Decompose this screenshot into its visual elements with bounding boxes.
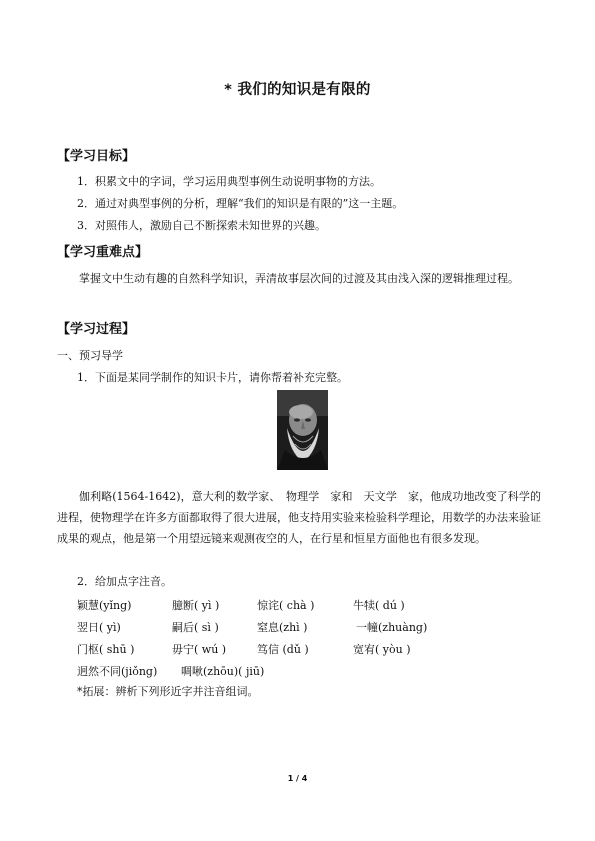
pinyin-item: 嗣后( sì ) [172,621,219,634]
pinyin-item: 翌日( yì) [77,621,121,634]
goal-item-1: 1．积累文中的字词，学习运用典型事例生动说明事物的方法。 [77,175,381,188]
extension-note: *拓展：辨析下列形近字并注音组词。 [77,685,259,698]
goal-item-3: 3．对照伟人，激励自己不断探索未知世界的兴趣。 [77,219,326,232]
goals-heading: 【学习目标】 [57,149,136,164]
pinyin-item: 颖慧(yǐng) [77,599,132,612]
galileo-portrait [277,390,328,470]
pinyin-item: 啁啾(zhōu)( jiū) [181,665,265,678]
pinyin-item: 惊诧( chà ) [257,599,315,612]
pinyin-item: 笃信 (dǔ ) [257,643,309,656]
task-2: 2．给加点字注音。 [77,575,172,588]
pinyin-item: 迥然不同(jiǒng) [77,665,158,678]
pinyin-item: 门枢( shū ) [77,643,135,656]
process-heading: 【学习过程】 [57,322,136,337]
keypoints-text: 掌握文中生动有趣的自然科学知识，弄清故事层次间的过渡及其由浅入深的逻辑推理过程。 [79,272,519,285]
pinyin-item: 宽宥( yòu ) [353,643,411,656]
pinyin-item: 牛犊( dú ) [353,599,405,612]
pinyin-item: 臆断( yì ) [172,599,220,612]
pinyin-item: 一幢(zhuàng) [356,621,428,634]
subsection-preview: 一、预习导学 [57,349,123,362]
page-number: 1 / 4 [287,774,308,783]
galileo-paragraph: 伽利略(1564-1642)，意大利的数学家、 物理学 家和 天文学 家，他成功地改变了科学的进程，使物理学在许多方面都取得了很大进展，他支持用实验来检验科学理论，用数学的办法来验证成果的观点，他是第一个用望远镜来观测夜空的人，在行星和恒星方面他也有很多发现。 [57,490,541,545]
pinyin-item: 毋宁( wú ) [172,643,227,656]
keypoints-heading: 【学习重难点】 [57,245,149,260]
pinyin-item: 窒息(zhì ) [257,621,308,634]
page-title: * 我们的知识是有限的 [224,82,371,98]
task-1: 1．下面是某同学制作的知识卡片，请你帮着补充完整。 [77,371,348,384]
goal-item-2: 2．通过对典型事例的分析，理解“我们的知识是有限的”这一主题。 [77,197,404,210]
